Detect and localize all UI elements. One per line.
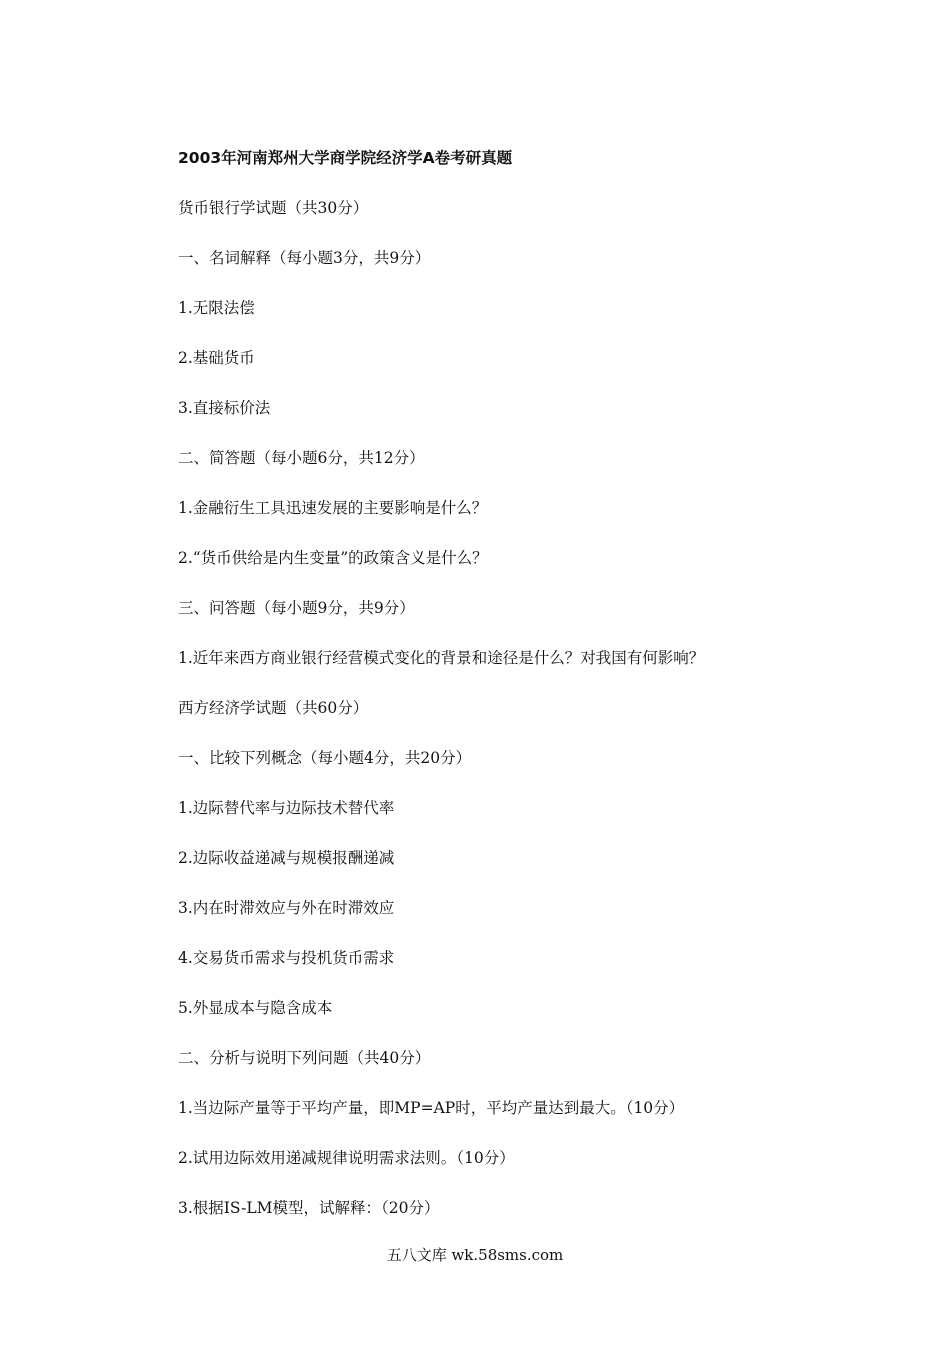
question-item: 2.试用边际效用递减规律说明需求法则。（10分） — [178, 1149, 515, 1167]
section-heading-money-banking: 货币银行学试题（共30分） — [178, 199, 369, 217]
part-heading-term-explanation: 一、名词解释（每小题3分，共9分） — [178, 249, 431, 267]
question-item: 1.金融衍生工具迅速发展的主要影响是什么？ — [178, 499, 488, 517]
question-item: 1.当边际产量等于平均产量，即MP=AP时，平均产量达到最大。（10分） — [178, 1099, 685, 1117]
question-item: 4.交易货币需求与投机货币需求 — [178, 949, 395, 967]
question-item: 2.边际收益递减与规模报酬递减 — [178, 849, 395, 867]
question-item: 2.“货币供给是内生变量”的政策含义是什么？ — [178, 549, 488, 567]
section-heading-western-economics: 西方经济学试题（共60分） — [178, 699, 369, 717]
document-title: 2003年河南郑州大学商学院经济学A卷考研真题 — [178, 149, 513, 167]
part-heading-short-answer: 二、简答题（每小题6分，共12分） — [178, 449, 425, 467]
question-item: 2.基础货币 — [178, 349, 255, 367]
question-item: 1.边际替代率与边际技术替代率 — [178, 799, 395, 817]
question-item: 3.根据IS-LM模型，试解释：（20分） — [178, 1199, 440, 1217]
question-item: 3.内在时滞效应与外在时滞效应 — [178, 899, 395, 917]
document-body — [178, 146, 878, 1246]
question-item: 5.外显成本与隐含成本 — [178, 999, 333, 1017]
question-item: 1.无限法偿 — [178, 299, 255, 317]
part-heading-analysis: 二、分析与说明下列问题（共40分） — [178, 1049, 431, 1067]
part-heading-essay: 三、问答题（每小题9分，共9分） — [178, 599, 415, 617]
question-item: 1.近年来西方商业银行经营模式变化的背景和途径是什么？对我国有何影响？ — [178, 649, 705, 667]
part-heading-compare-concepts: 一、比较下列概念（每小题4分，共20分） — [178, 749, 472, 767]
question-item: 3.直接标价法 — [178, 399, 271, 417]
page-footer: 五八文库 wk.58sms.com — [386, 1246, 564, 1264]
